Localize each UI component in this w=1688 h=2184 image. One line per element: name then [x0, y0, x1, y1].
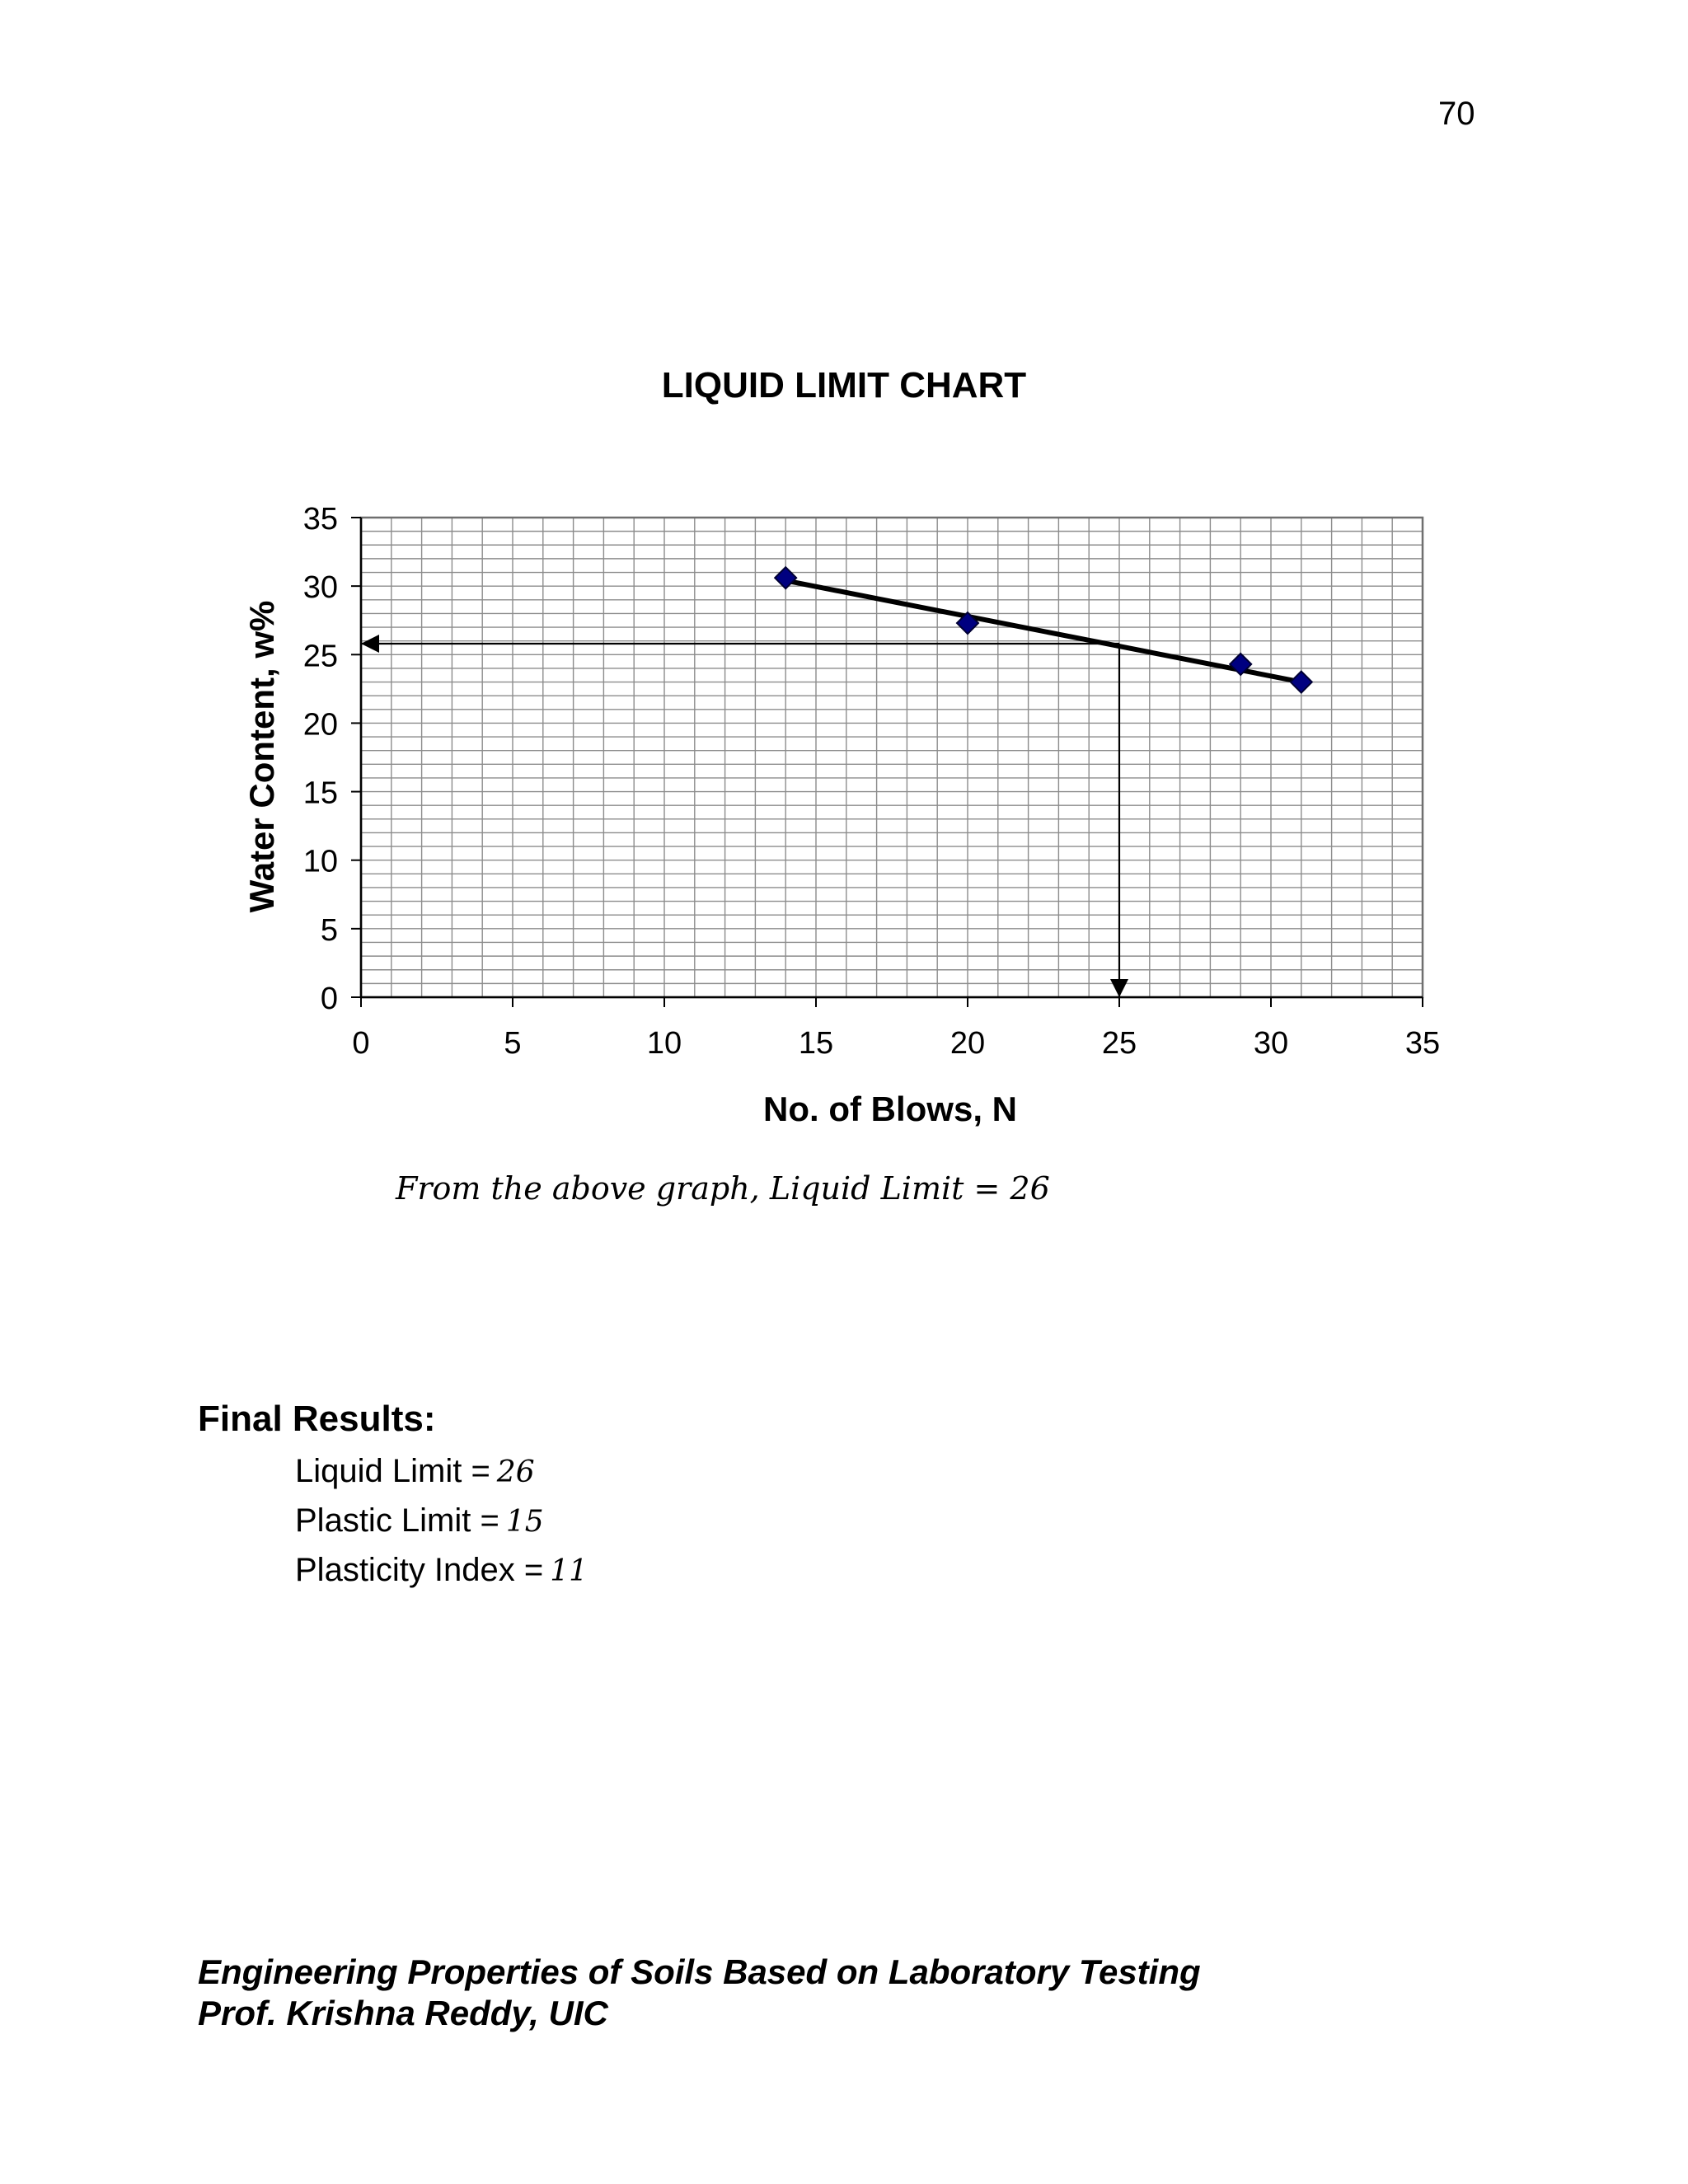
y-tick-label: 15 — [302, 776, 338, 811]
x-tick-label: 30 — [1253, 1026, 1289, 1061]
x-tick-label: 0 — [352, 1026, 370, 1061]
y-tick-label: 5 — [320, 912, 338, 948]
chart-title: LIQUID LIMIT CHART — [661, 365, 1027, 405]
page-number: 70 — [1438, 96, 1475, 132]
chart-axes — [351, 518, 1423, 1007]
data-point — [1291, 672, 1312, 693]
y-tick-label: 30 — [302, 570, 338, 606]
result-label: Plasticity Index = — [295, 1552, 544, 1588]
result-value: 11 — [550, 1554, 588, 1588]
x-tick-label: 15 — [798, 1026, 834, 1061]
trendline — [785, 580, 1301, 682]
chart-guide-lines — [361, 644, 1119, 997]
result-label: Plastic Limit = — [295, 1502, 499, 1539]
y-tick-label: 35 — [302, 502, 338, 537]
data-point — [775, 567, 796, 588]
footer-author: Prof. Krishna Reddy, UIC — [198, 1994, 608, 2032]
graph-note: From the above graph, Liquid Limit = 26 — [396, 1170, 1050, 1207]
result-item-plasticity-index — [295, 1546, 588, 1596]
chart-trendline — [785, 580, 1301, 682]
final-results-heading: Final Results: — [198, 1399, 436, 1439]
x-axis-label: No. of Blows, N — [763, 1090, 1017, 1128]
result-item-plastic-limit — [295, 1497, 588, 1546]
y-tick-label: 25 — [302, 639, 338, 674]
result-value: 15 — [505, 1505, 544, 1539]
chart-grid — [361, 518, 1423, 997]
y-tick-label: 10 — [302, 844, 338, 879]
result-item-liquid-limit — [295, 1447, 588, 1497]
x-tick-label: 35 — [1404, 1026, 1441, 1061]
plot-frame — [361, 518, 1423, 997]
y-axis-label: Water Content, w% — [242, 600, 281, 913]
y-tick-label: 20 — [302, 707, 338, 743]
x-tick-label: 10 — [646, 1026, 682, 1061]
y-tick-label: 0 — [320, 982, 338, 1016]
final-results-list — [295, 1447, 588, 1596]
footer-title: Engineering Properties of Soils Based on Laboratory Testing — [198, 1952, 1201, 1991]
x-tick-label: 20 — [950, 1026, 986, 1061]
x-tick-label: 25 — [1101, 1026, 1137, 1061]
x-tick-label: 5 — [504, 1026, 522, 1061]
result-label: Liquid Limit = — [295, 1453, 490, 1489]
footer — [198, 1952, 1201, 2034]
result-value: 26 — [496, 1455, 535, 1489]
